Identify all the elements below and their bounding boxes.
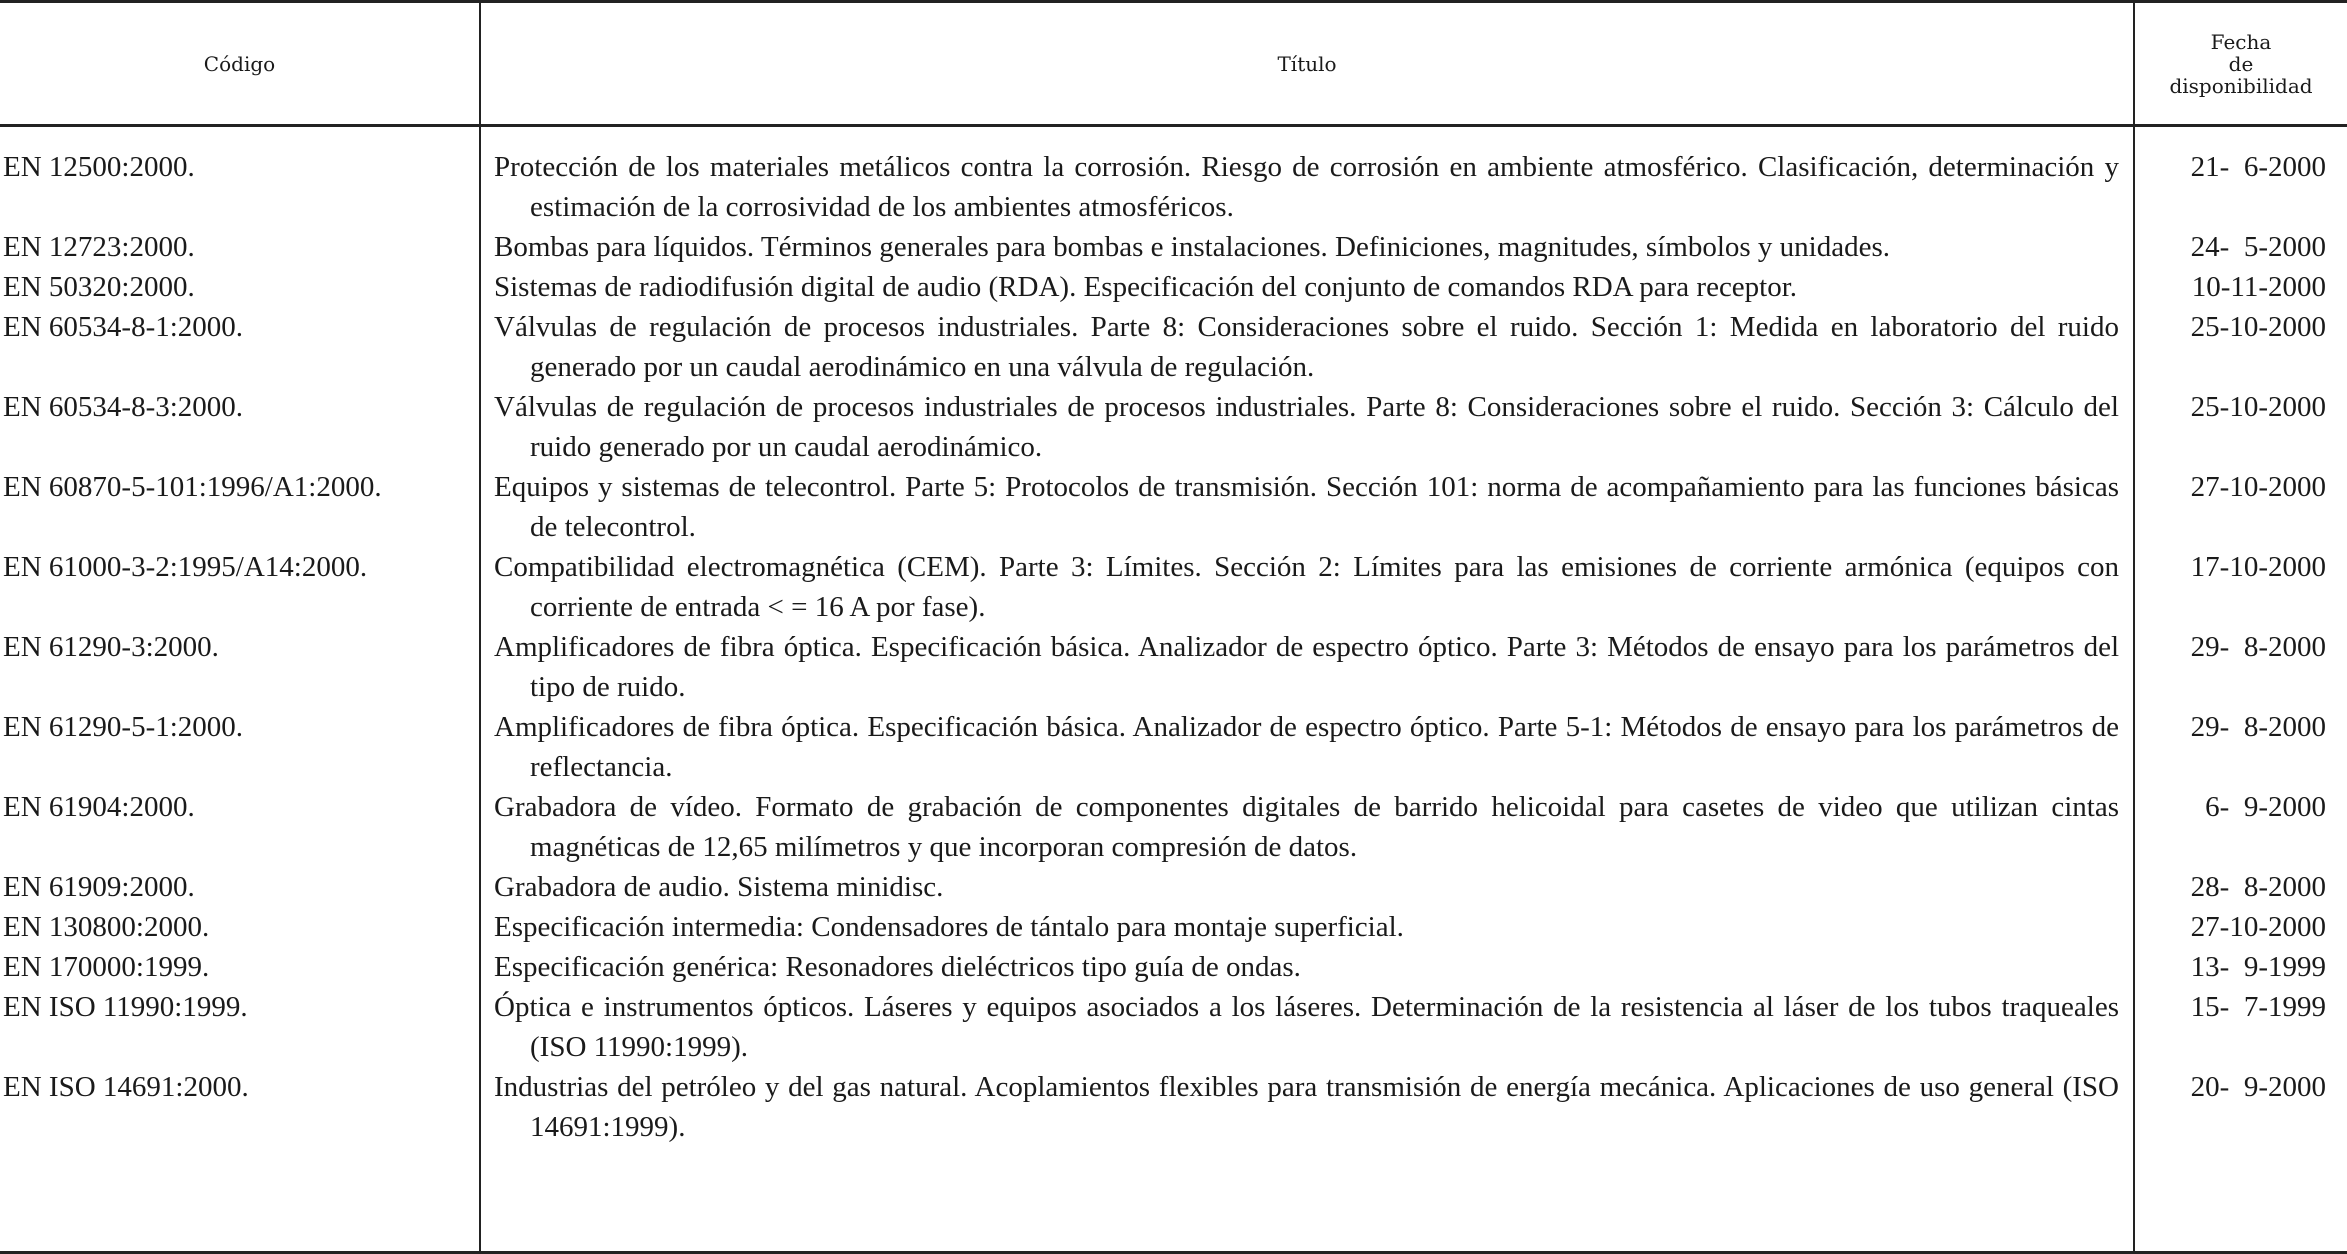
- row-date: 13- 9-1999: [2190, 951, 2326, 983]
- table-body: [0, 147, 2347, 1147]
- header-code: Código: [203, 51, 276, 76]
- row-code: EN 60870-5-101:1996/A1:2000.: [3, 471, 382, 503]
- row-code: EN 12500:2000.: [3, 151, 195, 183]
- table-row: [0, 147, 2347, 227]
- row-code: EN 12723:2000.: [3, 231, 195, 263]
- header-date-line: Fecha: [2210, 29, 2272, 54]
- row-date: 21- 6-2000: [2190, 151, 2326, 183]
- row-title: Industrias del petróleo y del gas natural. Acoplamientos flexibles para transmisión de energía mecánica. Aplicaciones de uso general (ISO 14691:1999).: [494, 1071, 2119, 1143]
- table-row: [0, 227, 2347, 267]
- row-title: Grabadora de vídeo. Formato de grabación de componentes digitales de barrido helicoidal para casetes de video que utilizan cintas magnéticas de 12,65 milímetros y que incorporan compresión de datos.: [494, 791, 2119, 863]
- row-date: 29- 8-2000: [2190, 631, 2326, 663]
- row-code: EN 50320:2000.: [3, 271, 195, 303]
- row-code: EN 170000:1999.: [3, 951, 210, 983]
- row-code: EN 61909:2000.: [3, 871, 195, 903]
- row-title: Válvulas de regulación de procesos industriales. Parte 8: Consideraciones sobre el ruido. Sección 1: Medida en laboratorio del ruido generado por un caudal aerodinámico en una válvula de regulación.: [494, 311, 2119, 383]
- table-row: [0, 627, 2347, 707]
- row-code: EN 61290-3:2000.: [3, 631, 219, 663]
- row-title: Equipos y sistemas de telecontrol. Parte 5: Protocolos de transmisión. Sección 101: norma de acompañamiento para las funciones básicas de telecontrol.: [494, 471, 2119, 543]
- table-row: [0, 1067, 2347, 1147]
- row-date: 27-10-2000: [2190, 911, 2326, 943]
- row-title: Amplificadores de fibra óptica. Especificación básica. Analizador de espectro óptico. Parte 5-1: Métodos de ensayo para los parámetros de reflectancia.: [494, 711, 2119, 783]
- row-code: EN 60534-8-3:2000.: [3, 391, 244, 423]
- row-date: 17-10-2000: [2190, 551, 2326, 583]
- table-row: [0, 547, 2347, 627]
- row-code: EN 60534-8-1:2000.: [3, 311, 244, 343]
- row-date: 10-11-2000: [2191, 271, 2326, 303]
- row-title: Especificación intermedia: Condensadores de tántalo para montaje superficial.: [494, 911, 1404, 943]
- table-row: [0, 907, 2347, 947]
- row-title: Amplificadores de fibra óptica. Especificación básica. Analizador de espectro óptico. Parte 3: Métodos de ensayo para los parámetros del tipo de ruido.: [494, 631, 2119, 703]
- table-row: [0, 867, 2347, 907]
- table-row: [0, 307, 2347, 387]
- row-title: Bombas para líquidos. Términos generales para bombas e instalaciones. Definiciones, magnitudes, símbolos y unidades.: [494, 231, 1890, 263]
- row-code: EN ISO 11990:1999.: [3, 991, 248, 1023]
- header-date-line: de: [2228, 51, 2254, 76]
- row-date: 6- 9-2000: [2205, 791, 2326, 823]
- row-date: 28- 8-2000: [2190, 871, 2326, 903]
- row-date: 24- 5-2000: [2190, 231, 2326, 263]
- row-date: 29- 8-2000: [2190, 711, 2326, 743]
- header-date-line: disponibilidad: [2169, 73, 2313, 98]
- row-title: Válvulas de regulación de procesos industriales de procesos industriales. Parte 8: Consideraciones sobre el ruido. Sección 3: Cálculo del ruido generado por un caudal aerodinámico.: [494, 391, 2119, 463]
- row-code: EN ISO 14691:2000.: [3, 1071, 249, 1103]
- table-row: [0, 947, 2347, 987]
- table-row: [0, 707, 2347, 787]
- header-rule: [0, 124, 2347, 127]
- row-title: Especificación genérica: Resonadores dieléctricos tipo guía de ondas.: [494, 951, 1301, 983]
- row-code: EN 61290-5-1:2000.: [3, 711, 244, 743]
- row-date: 20- 9-2000: [2190, 1071, 2326, 1103]
- row-code: EN 61904:2000.: [3, 791, 195, 823]
- row-date: 15- 7-1999: [2190, 991, 2326, 1023]
- row-date: 25-10-2000: [2190, 311, 2326, 343]
- row-code: EN 130800:2000.: [3, 911, 210, 943]
- table-row: [0, 267, 2347, 307]
- table-row: [0, 787, 2347, 867]
- row-date: 25-10-2000: [2190, 391, 2326, 423]
- row-code: EN 61000-3-2:1995/A14:2000.: [3, 551, 368, 583]
- row-title: Óptica e instrumentos ópticos. Láseres y equipos asociados a los láseres. Determinación de la resistencia al láser de los tubos traqueales (ISO 11990:1999).: [494, 991, 2119, 1063]
- table-row: [0, 467, 2347, 547]
- row-title: Compatibilidad electromagnética (CEM). Parte 3: Límites. Sección 2: Límites para las emisiones de corriente armónica (equipos con corriente de entrada < = 16 A por fase).: [494, 551, 2119, 623]
- row-date: 27-10-2000: [2190, 471, 2326, 503]
- row-title: Grabadora de audio. Sistema minidisc.: [494, 871, 944, 903]
- header-title: Título: [1277, 51, 1337, 76]
- table-row: [0, 387, 2347, 467]
- table-row: [0, 987, 2347, 1067]
- row-title: Protección de los materiales metálicos contra la corrosión. Riesgo de corrosión en ambiente atmosférico. Clasificación, determinación y estimación de la corrosividad de los ambientes atmosféricos.: [494, 151, 2119, 223]
- header-date: [2135, 3, 2347, 124]
- row-title: Sistemas de radiodifusión digital de audio (RDA). Especificación del conjunto de comandos RDA para receptor.: [494, 271, 1798, 303]
